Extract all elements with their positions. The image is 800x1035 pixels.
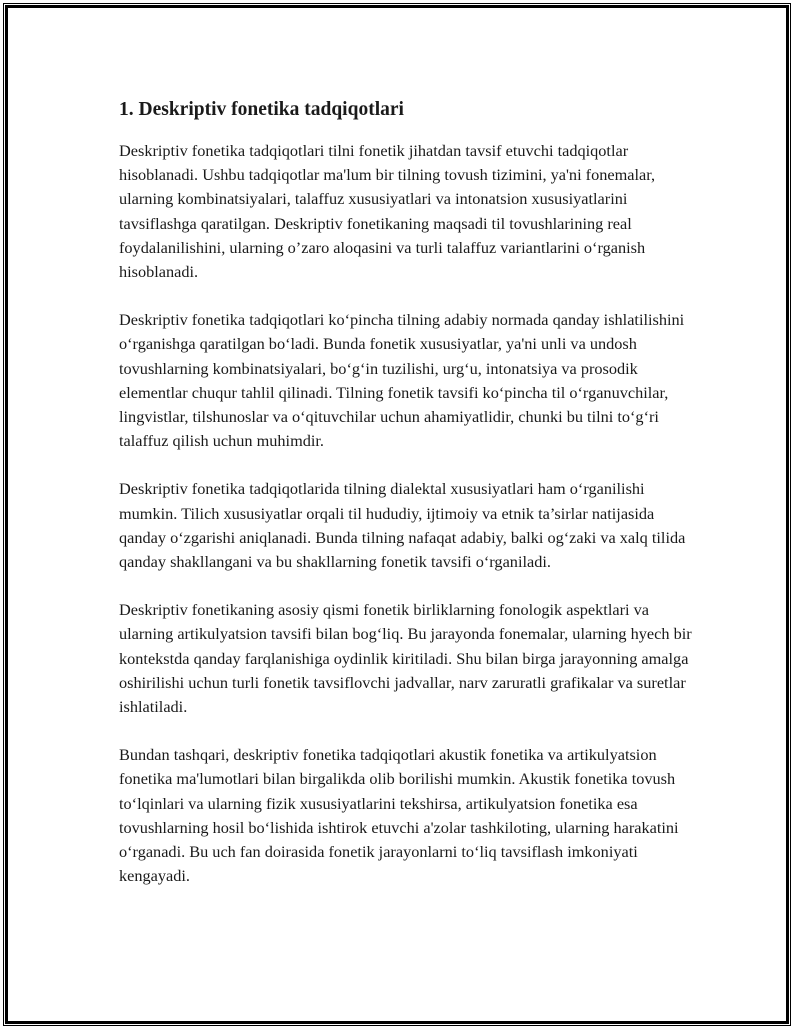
section-heading: 1. Deskriptiv fonetika tadqiqotlari: [119, 99, 404, 120]
document-body: [119, 97, 699, 912]
paragraph-1: Deskriptiv fonetika tadqiqotlari tilni fonetik jihatdan tavsif etuvchi tadqiqotlar hisoblanadi. Ushbu tadqiqotlar ma'lum bir tilning tovush tizimini, ya'ni fonemalar, ularning kombinatsiyalari, talaffuz xususiyatlari va intonatsion xususiyatlarini tavsiflashga qaratilgan. Deskriptiv fonetikaning maqsadi til tovushlarining real foydalanilishini, ularning o’zaro aloqasini va turli talaffuz variantlarini o‘rganish hisoblanadi.: [119, 141, 656, 282]
paragraph-4: Deskriptiv fonetikaning asosiy qismi fonetik birliklarning fonologik aspektlari va ularning artikulyatsion tavsifi bilan bog‘liq. Bu jarayonda fonemalar, ularning hyech bir kontekstda qanday farqlanishiga oydinlik kiritiladi. Shu bilan birga jarayonning amalga oshirilishi uchun turli fonetik tavsiflovchi jadvallar, narv zaruratli grafikalar va suretlar ishlatiladi.: [119, 600, 692, 717]
paragraph-3: Deskriptiv fonetika tadqiqotlarida tilning dialektal xususiyatlari ham o‘rganilishi mumkin. Tilich xususiyatlar orqali til hududiy, ijtimoiy va etnik ta’sirlar natijasida qanday o‘zgarishi aniqlanadi. Bunda tilning nafaqat adabiy, balki og‘zaki va xalq tilida qanday shakllangani va bu shakllarning fonetik tavsifi o‘rganiladi.: [119, 479, 686, 572]
paragraph-2: Deskriptiv fonetika tadqiqotlari ko‘pincha tilning adabiy normada qanday ishlatilishini o‘rganishga qaratilgan bo‘ladi. Bunda fonetik xususiyatlar, ya'ni unli va undosh tovushlarning kombinatsiyalari, bo‘g‘in tuzilishi, urg‘u, intonatsiya va prosodik elementlar chuqur tahlil qilinadi. Tilning fonetik tavsifi ko‘pincha til o‘rganuvchilar, lingvistlar, tilshunoslar va o‘qituvchilar uchun ahamiyatlidir, chunki bu tilni to‘g‘ri talaffuz qilish uchun muhimdir.: [119, 310, 685, 451]
page-frame: [3, 3, 791, 1026]
paragraph-5: Bundan tashqari, deskriptiv fonetika tadqiqotlari akustik fonetika va artikulyatsion fonetika ma'lumotlari bilan birgalikda olib borilishi mumkin. Akustik fonetika tovush to‘lqinlari va ularning fizik xususiyatlarini tekshirsa, artikulyatsion fonetika esa tovushlarning hosil bo‘lishida ishtirok etuvchi a'zolar tashkiloting, ularning harakatini o‘rganadi. Bu uch fan doirasida fonetik jarayonlarni to‘liq tavsiflash imkoniyati kengayadi.: [119, 745, 679, 886]
